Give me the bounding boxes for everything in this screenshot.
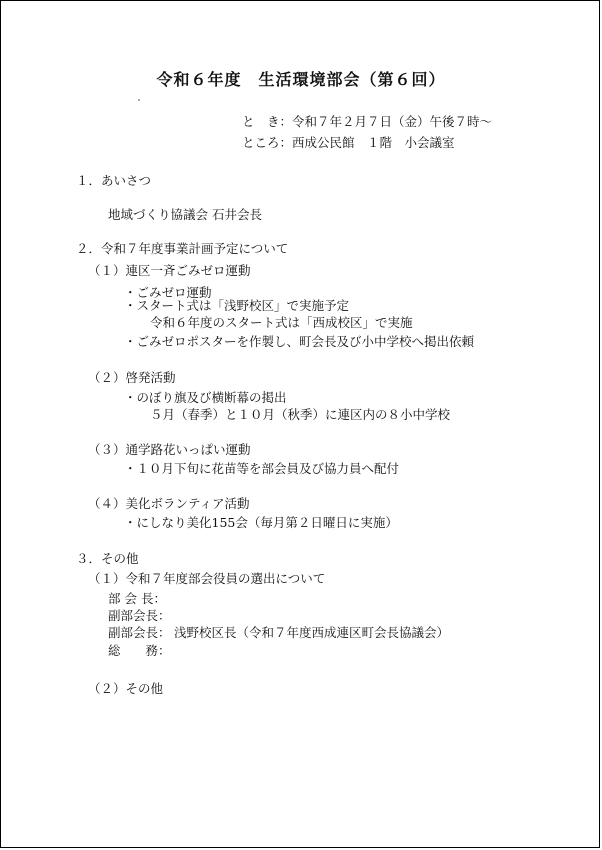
bullet-item: ・ごみゼロ運動	[124, 285, 212, 300]
subsection-2-1-heading: （１）連区一斉ごみゼロ運動	[88, 263, 251, 278]
subsection-2-3-heading: （３）通学路花いっぱい運動	[88, 442, 251, 457]
section-2-heading: ２．令和７年度事業計画予定について	[76, 241, 289, 256]
officer-row	[108, 643, 174, 659]
officer-row	[108, 608, 174, 624]
officer-role-label: 副部会長：	[108, 608, 171, 623]
subsection-3-1-heading: （１）令和７年度部会役員の選出について	[88, 571, 326, 586]
bullet-item: ・にしなり美化155会（毎月第２日曜日に実施）	[124, 515, 398, 530]
bullet-continuation: ５月（春季）と１０月（秋季）に連区内の８小中学校	[150, 407, 451, 422]
meeting-place-line	[242, 135, 455, 151]
date-value: 令和７年２月７日（金）午後７時～	[292, 114, 493, 129]
section-3-heading: ３．その他	[76, 551, 139, 566]
officer-role-label: 副部会長：	[108, 625, 171, 640]
subsection-2-2-heading: （２）啓発活動	[88, 370, 176, 385]
officer-role-label: 部 会 長：	[108, 591, 166, 606]
section-1-heading: １．あいさつ	[76, 173, 152, 188]
scan-speck	[138, 99, 140, 101]
bullet-continuation: 令和６年度のスタート式は「西成校区」で実施	[150, 315, 413, 330]
bullet-item: ・のぼり旗及び横断幕の掲出	[124, 390, 287, 405]
bullet-item: ・スタート式は「浅野校区」で実施予定	[124, 298, 350, 313]
officer-role-label: 総 務：	[108, 643, 171, 658]
officer-name: 浅野校区長（令和７年度西成連区町会長協議会）	[174, 625, 450, 640]
place-value: 西成公民館 １階 小会議室	[292, 135, 455, 150]
officer-row	[108, 625, 449, 641]
bullet-item: ・１０月下旬に花苗等を部会員及び協力員へ配付	[124, 461, 400, 476]
subsection-2-4-heading: （４）美化ボランティア活動	[88, 496, 250, 511]
date-label: と き：	[242, 114, 293, 129]
meeting-date-line	[242, 114, 492, 130]
document-title: 令和６年度 生活環境部会（第６回）	[156, 70, 446, 89]
subsection-3-2-heading: （２）その他	[88, 681, 164, 696]
place-label: ところ：	[242, 135, 293, 150]
bullet-item: ・ごみゼロポスターを作製し、町会長及び小中学校へ掲出依頼	[124, 334, 475, 349]
greeting-speaker: 地域づくり協議会 石井会長	[108, 207, 262, 222]
officer-row	[108, 591, 174, 607]
